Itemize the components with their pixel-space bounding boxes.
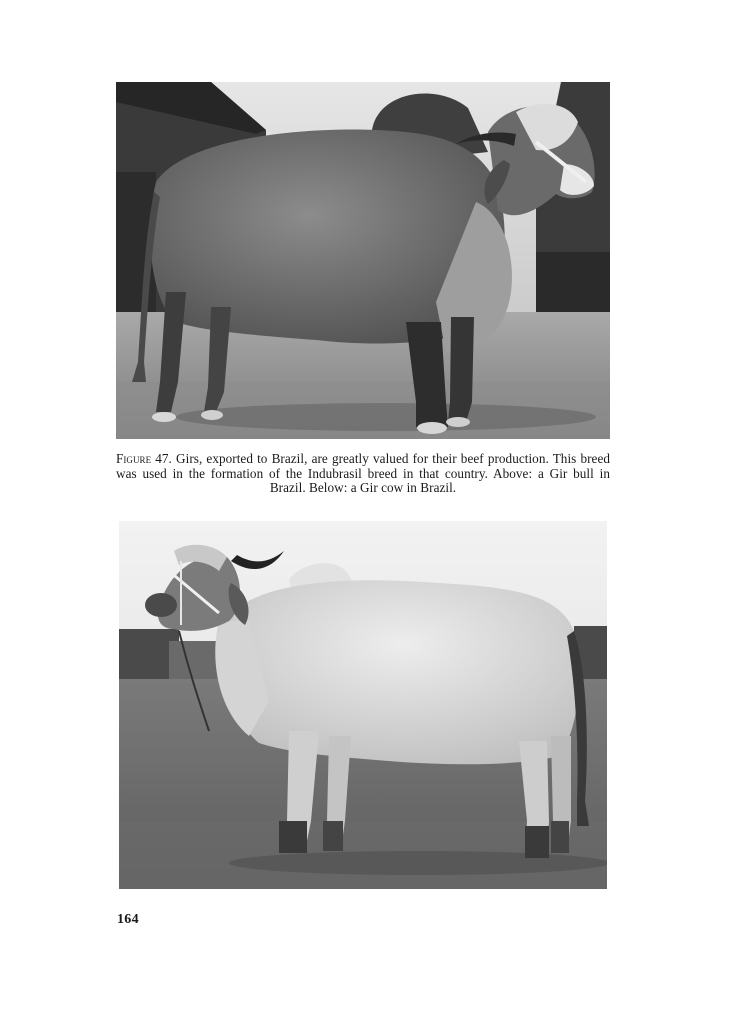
- photo-gir-bull: [116, 82, 610, 439]
- gir-bull-illustration: [116, 82, 610, 439]
- figure-label: Figure 47.: [116, 451, 172, 466]
- page-number: 164: [117, 912, 139, 927]
- figure-caption-text: Girs, exported to Brazil, are greatly valued for their beef production. This breed was used in the formation of the Indubrasil breed in that country. Above: a Gir bull in Brazil. Below: a Gir cow in Brazil.: [116, 451, 610, 496]
- photo-gir-cow: [119, 521, 607, 889]
- figure-caption: [116, 452, 610, 496]
- gir-cow-illustration: [119, 521, 607, 889]
